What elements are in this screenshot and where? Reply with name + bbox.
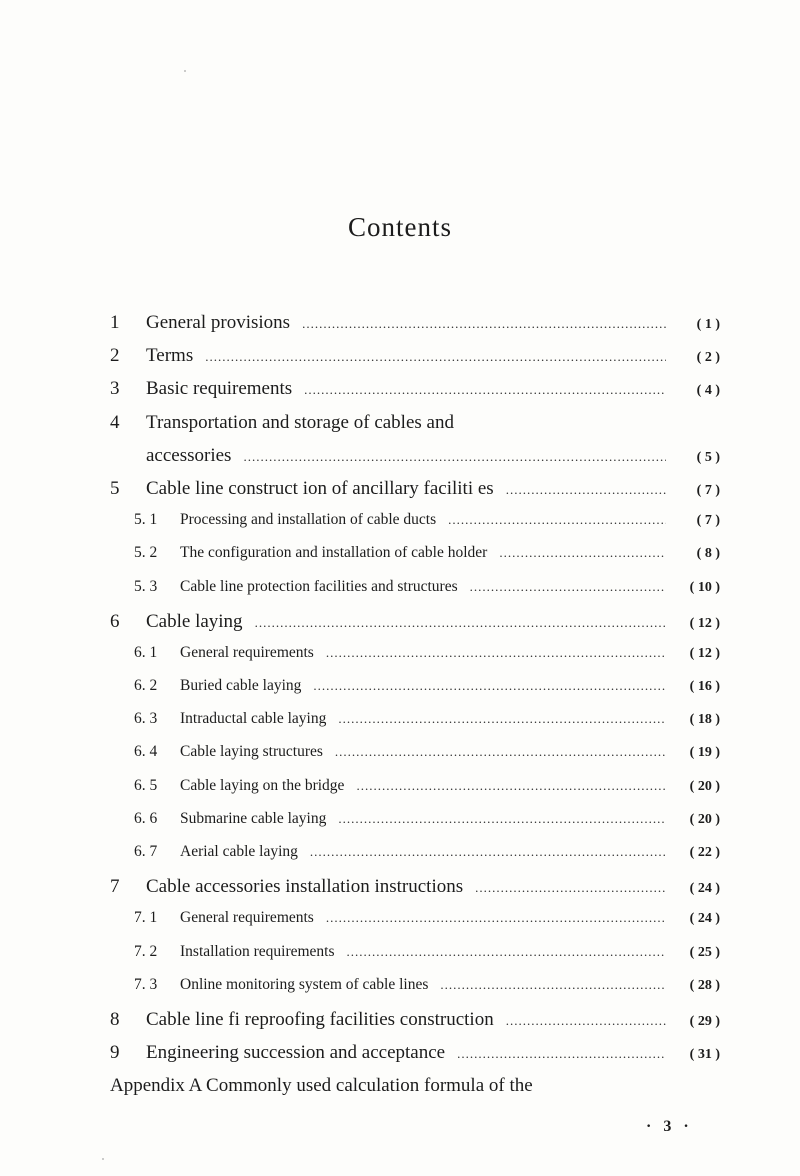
toc-entry bbox=[110, 876, 720, 909]
toc-entry-title: General requirements bbox=[180, 909, 314, 927]
toc-entry-number: 6. 5 bbox=[134, 776, 158, 794]
toc-entry-title: Aerial cable laying bbox=[180, 843, 298, 860]
toc-dot-leader bbox=[335, 744, 666, 760]
toc-entry bbox=[110, 677, 720, 710]
toc-entry bbox=[110, 378, 720, 411]
toc-entry-number: 5. 1 bbox=[134, 511, 158, 529]
toc-entry-page: ( 12 ) bbox=[689, 645, 720, 661]
toc-entry-page: ( 29 ) bbox=[689, 1013, 720, 1029]
toc-entry-page: ( 4 ) bbox=[696, 383, 720, 399]
toc-dot-leader bbox=[326, 645, 666, 661]
toc-entry-page: ( 24 ) bbox=[689, 881, 720, 897]
toc-entry bbox=[110, 345, 720, 378]
scan-speck bbox=[184, 70, 186, 72]
toc-entry bbox=[110, 843, 720, 876]
toc-entry-page: ( 8 ) bbox=[696, 546, 720, 562]
toc-entry-number: 6. 2 bbox=[134, 677, 158, 695]
toc-entry-page: ( 7 ) bbox=[696, 513, 720, 529]
toc-dot-leader bbox=[347, 944, 666, 960]
toc-entry-title: Engineering succession and acceptance bbox=[146, 1042, 446, 1064]
toc-entry-number: 5. 2 bbox=[134, 544, 158, 562]
toc-dot-leader bbox=[475, 880, 666, 896]
toc-dot-leader bbox=[506, 1013, 666, 1029]
toc-entry-number: 6 bbox=[110, 610, 120, 632]
toc-entry-page: ( 16 ) bbox=[689, 679, 720, 695]
toc-dot-leader bbox=[457, 1046, 666, 1062]
toc-entry-title: Cable laying structures bbox=[180, 743, 323, 761]
toc-entry-title: Intraductal cable laying bbox=[180, 710, 327, 728]
toc-entry-title: Appendix A Commonly used calculation formula of the bbox=[110, 1075, 533, 1097]
toc-entry-title: Submarine cable laying bbox=[180, 809, 327, 827]
toc-entry-number: 7. 1 bbox=[134, 909, 158, 927]
toc-entry-number: 7. 2 bbox=[134, 942, 158, 960]
toc-entry-page: ( 25 ) bbox=[689, 944, 720, 960]
toc-entry-number: 8 bbox=[110, 1008, 120, 1030]
scan-speck bbox=[102, 1158, 104, 1160]
toc-entry-title: Processing and installation of cable ducts bbox=[180, 511, 437, 529]
toc-dot-leader bbox=[499, 545, 666, 561]
toc-entry-page: ( 22 ) bbox=[689, 845, 720, 860]
toc-entry-title: Cable accessories installation instructions bbox=[146, 876, 464, 898]
toc-dot-leader bbox=[205, 349, 666, 365]
toc-entry-page: ( 24 ) bbox=[689, 911, 720, 927]
toc-dot-leader bbox=[304, 382, 666, 398]
toc-dot-leader bbox=[326, 910, 666, 926]
toc-entry-title: accessories bbox=[146, 444, 232, 466]
toc-dot-leader bbox=[448, 512, 666, 528]
toc-entry-title: The configuration and installation of cable holder bbox=[180, 544, 488, 562]
toc-entry-number: 4 bbox=[110, 411, 120, 433]
toc-entry bbox=[110, 611, 720, 644]
toc-dot-leader bbox=[470, 579, 666, 595]
toc-entry-title: Cable line construct ion of ancillary faciliti es bbox=[146, 477, 494, 499]
toc-entry-number: 6. 7 bbox=[134, 843, 158, 860]
toc-entry-title: Installation requirements bbox=[180, 942, 335, 960]
toc-entry bbox=[110, 943, 720, 976]
toc-entry bbox=[110, 644, 720, 677]
toc-entry-page: ( 20 ) bbox=[689, 811, 720, 827]
toc-entry bbox=[110, 909, 720, 942]
toc-entry-title: Cable laying on the bridge bbox=[180, 776, 345, 794]
toc-entry-number: 5 bbox=[110, 477, 120, 499]
toc-entry-number: 6. 4 bbox=[134, 743, 158, 761]
toc-entry-page: ( 7 ) bbox=[696, 482, 720, 498]
toc-dot-leader bbox=[338, 711, 666, 727]
toc-entry-title: General provisions bbox=[146, 312, 291, 333]
toc-entry bbox=[110, 976, 720, 1009]
toc-entry-number: 9 bbox=[110, 1042, 120, 1064]
toc-dot-leader bbox=[338, 811, 666, 827]
toc-entry-title: Cable laying bbox=[146, 610, 243, 632]
toc-entry-page: ( 31 ) bbox=[689, 1047, 720, 1063]
toc-entry bbox=[110, 511, 720, 544]
toc-dot-leader bbox=[243, 449, 666, 465]
toc-entry-title: Online monitoring system of cable lines bbox=[180, 975, 429, 993]
toc-entry-title: Buried cable laying bbox=[180, 677, 302, 695]
toc-entry bbox=[110, 777, 720, 810]
toc-entry bbox=[110, 544, 720, 577]
page-number-footer: · 3 · bbox=[646, 1118, 693, 1135]
toc-entry-number: 7. 3 bbox=[134, 975, 158, 993]
toc-entry-title: Terms bbox=[146, 345, 194, 367]
toc-entry-number: 1 bbox=[110, 312, 120, 333]
toc-entry-number: 7 bbox=[110, 876, 120, 898]
toc-entry bbox=[110, 810, 720, 843]
toc-entry bbox=[110, 1042, 720, 1075]
toc-entry-number: 3 bbox=[110, 378, 120, 400]
toc-entry-number: 2 bbox=[110, 345, 120, 367]
page-title: Contents bbox=[347, 212, 452, 242]
toc-dot-leader bbox=[313, 678, 666, 694]
toc-entry-page: ( 18 ) bbox=[689, 712, 720, 728]
toc-entry-page: ( 5 ) bbox=[696, 449, 720, 465]
toc-entry-number: 6. 6 bbox=[134, 809, 158, 827]
toc-dot-leader bbox=[255, 615, 666, 631]
toc-entry-title: Cable line fi reproofing facilities construction bbox=[146, 1008, 494, 1030]
toc-entry-title: Cable line protection facilities and structures bbox=[180, 577, 458, 595]
toc-entry bbox=[110, 1075, 720, 1108]
toc-entry-title: Transportation and storage of cables and bbox=[146, 411, 454, 433]
toc-entry-title: General requirements bbox=[180, 643, 314, 661]
toc-entry-page: ( 10 ) bbox=[689, 579, 720, 595]
toc-dot-leader bbox=[310, 844, 666, 860]
toc-entry-page: ( 1 ) bbox=[696, 317, 720, 332]
toc-entry bbox=[110, 478, 720, 511]
toc-entry-title: Basic requirements bbox=[146, 378, 293, 400]
toc-entry-page: ( 28 ) bbox=[689, 977, 720, 993]
toc-dot-leader bbox=[440, 977, 666, 993]
toc-entry-number: 6. 1 bbox=[134, 643, 158, 661]
toc-entry bbox=[110, 312, 720, 345]
toc-entry bbox=[110, 743, 720, 776]
toc-entry bbox=[110, 1009, 720, 1042]
toc-entry-page: ( 12 ) bbox=[689, 615, 720, 631]
toc-entry-page: ( 20 ) bbox=[689, 778, 720, 794]
toc-entry bbox=[110, 412, 720, 445]
toc-entry-number: 6. 3 bbox=[134, 710, 158, 728]
toc-entry-number: 5. 3 bbox=[134, 577, 158, 595]
toc-entry bbox=[110, 710, 720, 743]
table-of-contents bbox=[110, 312, 720, 1109]
toc-dot-leader bbox=[506, 482, 666, 498]
toc-dot-leader bbox=[356, 778, 666, 794]
toc-entry-page: ( 2 ) bbox=[696, 350, 720, 366]
toc-entry bbox=[110, 445, 720, 478]
toc-entry-page: ( 19 ) bbox=[689, 745, 720, 761]
toc-dot-leader bbox=[302, 316, 666, 332]
toc-entry bbox=[110, 578, 720, 611]
